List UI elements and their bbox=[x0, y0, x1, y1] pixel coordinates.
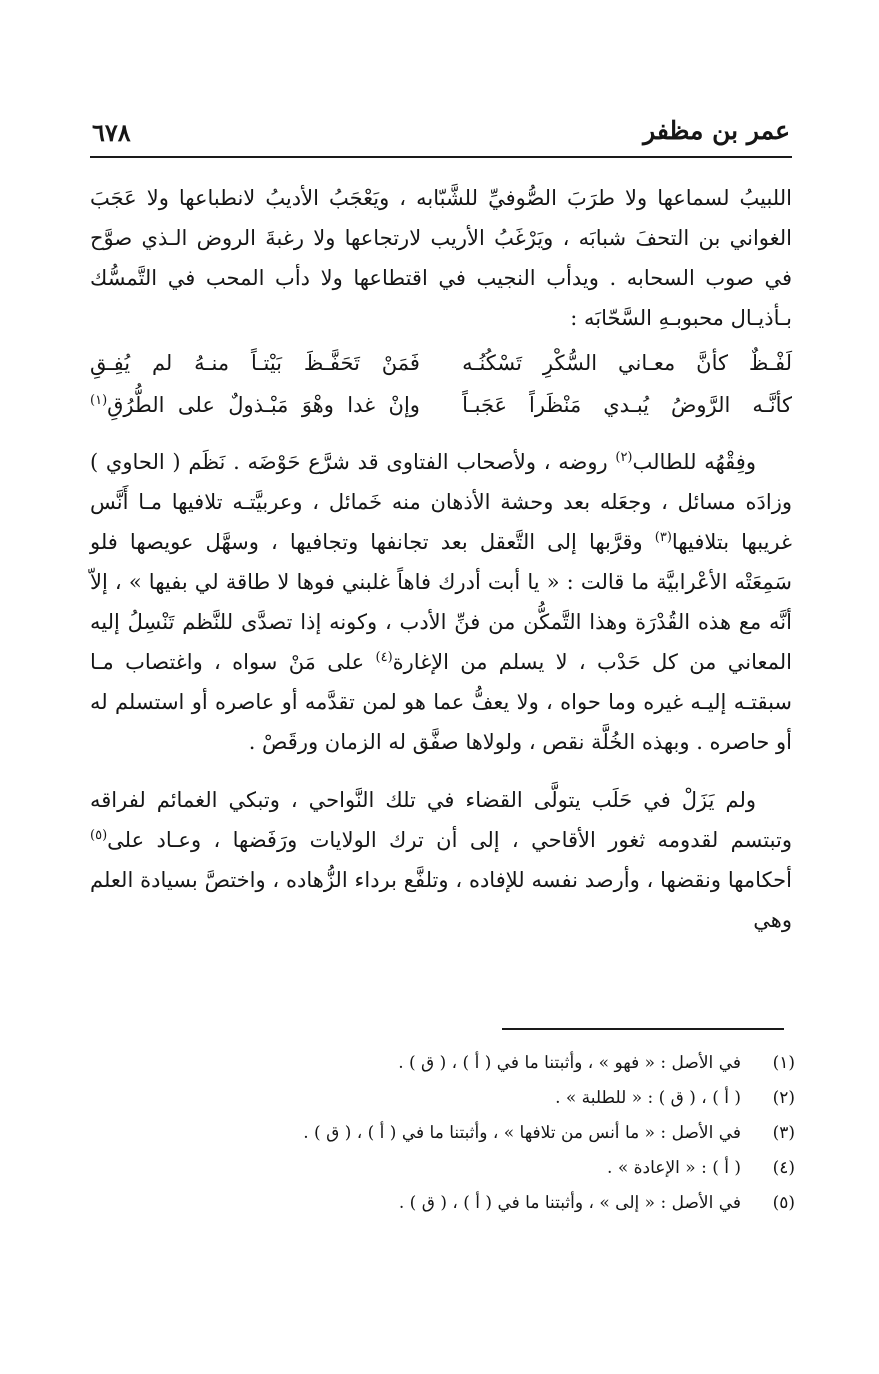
verse-1-second-hemistich: فَمَنْ تَحَفَّـظَ بَيْتـاً منـهُ لم يُفِـقِ bbox=[90, 351, 420, 375]
footnote-1 bbox=[150, 1046, 795, 1081]
verse-2-second-hemistich bbox=[90, 384, 420, 426]
paragraph-2-part-3: وقرَّبها إلى التَّعقل بعد تجانفها وتجافيها ، وسهَّل عويصها فلو سَمِعَتْه الأعْرابيَّة ما قالت : « يا أبت أدرك فاهاً غلبني فوها لا طاقة لي بفيها » ، إلاّ أنَّه مع هذه القُدْرَة وهذا التَّمكُّن من فنِّ الأدب ، وكونه إذا تصدَّى للنَّظم تَنْسِلُ إليه المعاني من كل حَدْب ، لا يسلم من الإغارة bbox=[90, 530, 792, 674]
verse-2-second-hemistich-text: وإنْ غدا وهْوَ مَبْـذولٌ على الطُّرُقِ bbox=[107, 393, 420, 417]
footnote-marker-2: (٢) bbox=[615, 450, 633, 465]
paragraph-2-part-2: روضه ، ولأصحاب الفتاوى قد شرَّع حَوْضَه . نَظَم ( الحاوي ) وزادَه مسائل ، وجعَله بعد وحشة الأذهان منه خَمائل ، وعربيَّتـه تلافيها مـا أَنَّس غريبها بتلافيها bbox=[90, 450, 792, 554]
footnote-5 bbox=[150, 1186, 795, 1221]
footnote-2 bbox=[150, 1081, 795, 1116]
verse-line-1 bbox=[90, 342, 792, 384]
paragraph-2-part-4: على مَنْ سواه ، واغتصاب مـا سبقتـه إليـه غيره وما حواه ، ولا يعفُّ عما هو لمن تقدَّمه أو عاصره أو استسلم له أو حاصره . وبهذه الخُلَّة نقص ، ولولاها صفَّق له الزمان ورقَصْ . bbox=[90, 650, 792, 754]
footnote-number: (٢) bbox=[772, 1088, 795, 1108]
footnote-marker-4: (٤) bbox=[375, 650, 393, 665]
footnote-marker-1: (١) bbox=[90, 393, 108, 408]
paragraph-3-part-2: أحكامها ونقضها ، وأرصد نفسه للإفاده ، وتلفَّع برداء الزُّهاده ، واختصَّ بسيادة العلم وهي bbox=[90, 868, 792, 932]
footnote-marker-5: (٥) bbox=[90, 828, 108, 843]
footnote-text: في الأصل : « ما أنس من تلافها » ، وأثبتنا ما في ( أ ) ، ( ق ) . bbox=[303, 1123, 741, 1143]
running-head: عمر بن مظفر bbox=[643, 116, 790, 145]
footnote-3 bbox=[150, 1116, 795, 1151]
verse-1-first-hemistich: لَفْـظٌ كأنَّ معـاني السُّكْرِ تَسْكُنُـه bbox=[462, 351, 792, 375]
paragraph-3-part-1: ولم يَزَلْ في حَلَب يتولَّى القضاء في تلك النَّواحي ، وتبكي الغمائم لفراقه وتبتسم لقدومه ثغور الأقاحي ، إلى أن ترك الولايات ورَفَضها ، وعـاد على bbox=[90, 788, 792, 852]
footnote-number: (٣) bbox=[772, 1123, 795, 1143]
footnote-number: (٤) bbox=[772, 1158, 795, 1178]
poem bbox=[90, 342, 792, 426]
paragraph-2-part-1: وفِقْهُه للطالب bbox=[632, 450, 756, 474]
footnote-text: ( أ ) ، ( ق ) : « للطلبة » . bbox=[555, 1088, 741, 1108]
footnote-marker-3: (٣) bbox=[654, 530, 672, 545]
paragraph-2 bbox=[90, 442, 792, 762]
page-header bbox=[90, 112, 792, 158]
footnote-separator bbox=[502, 1028, 784, 1030]
footnote-text: في الأصل : « إلى » ، وأثبتنا ما في ( أ ) ، ( ق ) . bbox=[398, 1193, 741, 1213]
page-number: ٦٧٨ bbox=[92, 118, 131, 147]
verse-line-2 bbox=[90, 384, 792, 426]
footnote-number: (٥) bbox=[772, 1193, 795, 1213]
footnotes bbox=[150, 1046, 795, 1221]
footnote-text: في الأصل : « فهو » ، وأثبتنا ما في ( أ ) ، ( ق ) . bbox=[398, 1053, 741, 1073]
paragraph-3 bbox=[90, 780, 792, 940]
footnote-4 bbox=[150, 1151, 795, 1186]
paragraph-1: اللبيبُ لسماعها ولا طرَبَ الصُّوفيِّ للشَّبّابه ، ويَعْجَبُ الأديبُ لانطباعها ولا عَجَبَ الغواني بن التحفَ شبابَه ، ويَرْغَبُ الأريب لارتجاعها ولا رغبةَ الروض الـذي صوَّح في صوب السحابه . ويدأب النجيب في اقتطاعها ولا دأب المحب في التَّمسُّك بـأذيـال محبوبـهِ السَّحّابَه : bbox=[90, 186, 792, 330]
verse-2-first-hemistich: كأنَّـه الرَّوضُ يُبـدي مَنْظَراً عَجَبـاً bbox=[462, 393, 792, 417]
footnote-number: (١) bbox=[772, 1053, 795, 1073]
main-text bbox=[90, 178, 792, 940]
footnote-text: ( أ ) : « الإعادة » . bbox=[607, 1158, 741, 1178]
